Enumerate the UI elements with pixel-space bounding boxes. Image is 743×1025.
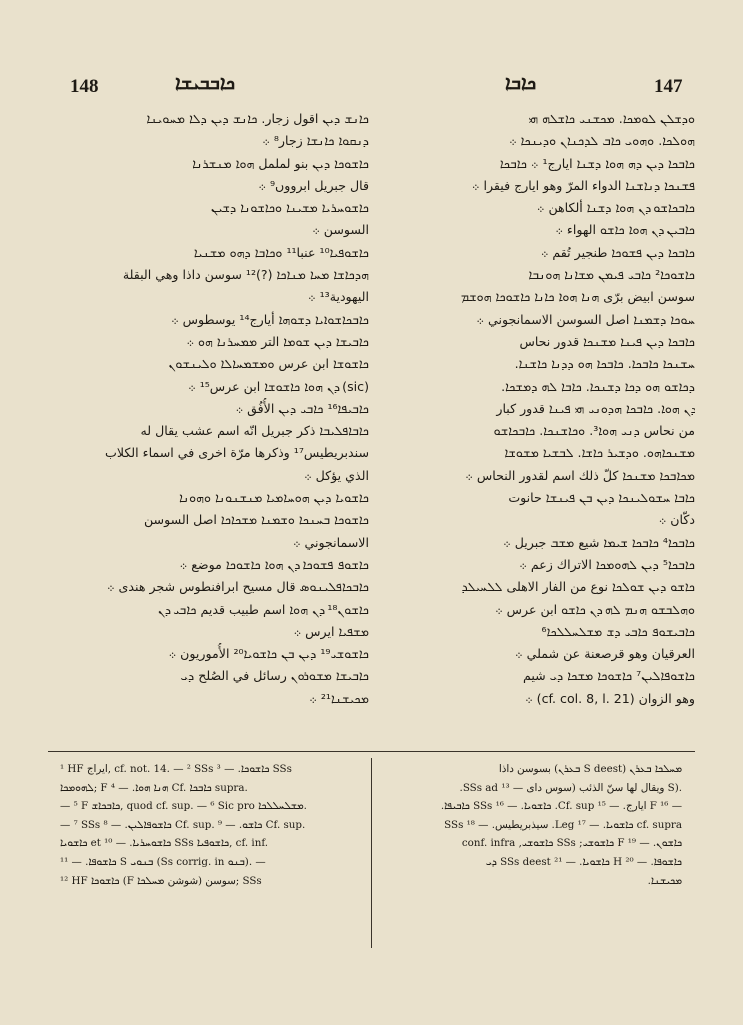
footnote-line: ܡܟܝܫܢܐ.	[647, 874, 682, 887]
footnote-column-divider	[371, 758, 372, 948]
text-line: الاسمانجوني ܀	[292, 534, 369, 550]
text-line: اليهودية¹³ ܀	[308, 289, 369, 305]
text-line: ܟܐܫܘܦܝܐ¹⁰ عنبا¹¹ ܘܟܐܒܐ ܕܗܘ ܡܫܢܝܐ	[193, 244, 369, 260]
right-running-head: ܟܐܒܐ	[505, 72, 537, 94]
text-line: ܕܢ ܗܘܐ. ܟܐܒܟܐ ܗܕܘܢܝ ܗܝ ܦܝܢܐ قدور كبار	[496, 400, 695, 416]
text-line: ܗܕܟܐܫܐ ܡܚܐ ܡܢܐܟܐ (?)¹² سوسن داذا وهي البقلة	[122, 267, 369, 283]
text-line: ܟܐܫܘܢ¹⁸ ܕܢ ܗܘܐ اسم طبيب قديم ܟܐܒܝ ܕܢ	[158, 601, 369, 617]
text-line: ܟܐܫܘܦܐܠܝܢ⁷ ܟܐܫܘܟܐ ܡܫܟܐ ܕܝ شيم	[522, 668, 695, 684]
text-line: ܡܟܐܒܟܐ ܡܫܢܟܐ كلّ ذلك اسم لقدور النحاس ܀	[465, 467, 695, 483]
text-line: ܡܫܦܝܐ ايرس ܀	[293, 623, 369, 639]
text-line: وهو الزوان (cf. col. 8, l. 21) ܀	[525, 690, 695, 706]
text-line: ܟܐܒܝܫܘܦ ܟܐܒܝ ܕܫ ܡܫܠܚܠܠܟܐ⁶	[541, 623, 695, 639]
text-line: ܟܐܫܘܟܐ ܒܚܢܟܐ ܘܫܡܢܐ ܡܫܟܐܟܐ اصل السوسن	[143, 512, 369, 528]
footnote-line: — ¹⁶ F ايارج. — ¹⁵ Cf. sup. ܟܐܫܘܝܐ. — ¹⁶ SSs ܟܐܒܝܦܐ.	[440, 800, 682, 813]
footnote-line: .(S ويقال لها سنّ الذئب (سوس داى — ¹³ SSs ad.	[459, 781, 682, 794]
text-line: ܟܐܫܘܫܝ¹⁹ ܕܝܢ ܒܢ ܟܐܫܘܝܐ²⁰ الأُموريون ܀	[168, 646, 369, 662]
text-line: ܘܗܠܒܫܘ ܗܢܡ ܠܗ ܕܢ ܟܐܫܘ ابن عرس ܀	[495, 601, 695, 617]
text-line: ܦܫܢܟܐ ܕܢܐܫܢܐ الدواء المرّ وهو ايارج فيقرا ܀	[471, 177, 695, 193]
text-line: ܟܐܫܘܦ ܦܫܘܟܐ ܕܢ ܗܘܐ ܟܐܫܘܟܐ موضع ܀	[179, 556, 369, 572]
right-column	[380, 108, 695, 710]
text-line: ܟܐܫܘ ܕܝܢ ܫܘܠܟܐ نوع من الفار الاهلى ܠܠܚܝܠܕ	[461, 579, 695, 595]
text-line: ܡܫܢܟܐܗܘ. ܘܕܫܝܪ ܟܐܫܐ. ܠܒܫܝܐ ܡܫܘܫܐ	[504, 445, 695, 461]
text-line: ܟܐܫܘܟܐ² ܟܐܒܝ ܦܝܡܢ ܡܫܐܢܐ ܗܘܢܒܐ	[528, 267, 695, 283]
right-page-number: 147	[654, 76, 683, 97]
footnote-line: ¹ HF ايراج, cf. not. 14. — ² SSs ܟܐܫܘܟܐ. — ³ SSs	[60, 763, 292, 775]
footnote-line: — ⁵ F ܟܐܒܟܐܫ, quod cf. sup. — ⁶ Sic pro ܡܫܠܚܠܠܟܐ.	[60, 800, 307, 813]
footnote-line: cf. supra ܟܐܫܘܝܐ. — ¹⁷ Leg. سيذبريطيس. — ¹⁸ SSs	[444, 818, 682, 831]
text-line: ܟܐܫܘܝܐ ܕܝܢ ܗܘܚܐܡܝܐ ܡܢܫܢܘܢܐ ܘܗܘܢܐ	[179, 490, 369, 506]
text-line: دكّان ܀	[658, 512, 695, 528]
text-line: ܟܐܒܟܐ ܕܝܢ ܦܝܢܐ ܡܫܢܟܐ قدور نحاس	[519, 333, 695, 349]
text-line: ܟܐܢܫ ܕܝܢ اقول زجار. ܟܐܢܫ ܕܝܢ ܕܠܐ ܡܚܘܝܢܐ	[146, 111, 369, 126]
footnote-line: ܠܗܘܡܟܐ; F ܗܢܐ ܗܘܐ. — ⁴ Cf. ܟܐܒܟܐ supra.	[60, 781, 248, 794]
footnote-line: ܟܐܫܘܦܐ. — ¹¹ S ܒܢܘܝ (Ss corrig. in ܒܢܘ). —	[60, 855, 266, 868]
text-line: ܟܐܒܟܐ⁴ ܟܐܒܟܐ ܫܝܡܐ شيع ܡܫܒ جبريل ܀	[503, 534, 695, 550]
footnote-line: ܟܐܫܘܦܐ. — ²⁰ H ܟܐܫܘܝܐ. — ²¹ SSs deest ܕܝ	[485, 855, 682, 868]
footnote-line: ܟܐܫܘܢ. — ¹⁹ F ܟܐܫܘܫܝ; SSs ܟܐܫܘܫܝ, conf. infra	[461, 837, 682, 850]
text-line: ܟܐܒܐܦܠܝܒܐ ذكر جبريل انّه اسم عشب يقال له	[140, 423, 369, 439]
footnote-line: ܡܚܠܟܐ ܒܥܪܢ (S deest ܒܥܪܢ) بسوسن داذا	[498, 763, 682, 775]
text-line: ܕܢܩܘܐ ܟܐܢܫܐ زجار⁸ ܀	[262, 133, 369, 149]
text-line: ܟܐܒܝܦܐ¹⁶ ܟܐܒܝ ܕܝܢ الأُفُق ܀	[235, 400, 369, 416]
footnote-line: — ⁷ SSs ܟܐܫܘܦܐܠܝܢ. — ⁸ Cf. sup. ܟܐܫܘ. — ⁹ Cf. sup.	[60, 818, 306, 831]
text-line: ܟܐܒܟܐ ܕܝܢ ܕܗ ܗܘܐ ܕܫܢܐ ايارج¹ ܀ ܟܐܒܟܐ	[499, 155, 695, 171]
text-line: ܟܐܒܝܫܐ ܡܫܘܪܘܢ رسائل في الصُلح ܕܝ	[180, 668, 369, 684]
text-line: من نحاس ܕܢܝ ܗܘܐ³. ܘܟܐܫܢܟܐ. ܟܐܒܟܐܫܘ	[493, 423, 695, 439]
text-line: سندبريطيس¹⁷ وذكرها مرّة اخرى في اسماء الكلاب	[104, 445, 369, 461]
text-line: سوسن ابيض برّى ܗܢܐ ܗܘܐ ܟܐܢܐ ܟܐܫܘܟܐ ܗܘܫܡ	[460, 289, 695, 305]
text-line: ܡܟܝܫܢܐ²¹ ܀	[309, 690, 369, 706]
text-line: ܘܕܫܠܢ ܠܘܡܟܐ. ܡܟܫܢܝ ܟܐܫܠܗ ܗܝ	[528, 111, 695, 126]
left-column	[54, 108, 369, 710]
text-line: ܟܐܒܟܐ⁵ ܕܝܢ ܠܗܘܡܟܐ الاتراك زعم ܀	[519, 556, 695, 572]
text-line: ܟܐܒܐ ܚܫܘܠܝܢܟܐ ܕܝܢ ܒܢ ܦܝܢܫܐ حانوت	[508, 490, 695, 506]
text-line: ܟܐܒܝܫܐ ܕܝܢ ܫܘܡܐ التر ܡܡܚܪܢܐ ܗܘ ܀	[186, 333, 369, 349]
footnote-line: ܟܐܫܘܝܐ et ܟܐܫܘܚܪܝܐ. — ¹⁰ SSs ܟܐܫܘܦܝܐ, cf. inf.	[60, 837, 269, 850]
text-line: ܟܐܒܟܐܫܘܐܝܐ ܕܫܘܗܐ أيارج¹⁴ يوسطوس ܀	[171, 311, 369, 327]
text-line: ܕܟܐܫܘ ܗܘ ܕܟܐ ܕܫܢܟܐ. ܟܐܒܐ ܠܗ ܕܡܫܟܐ.	[501, 378, 695, 394]
text-line: ܚܘܟܐ ܕܫܡܢܐ اصل السوسن الاسمانجوني ܀	[476, 311, 695, 327]
text-line: ܟܐܒܟܐ ܕܝܢ ܦܫܘܟܐ طنجير تُقم ܀	[540, 244, 695, 260]
text-line: ܟܐܫܘܚܪܝܐ ܡܫܝܢܐ ܘܟܐܫܘܢܐ ܕܫܝܢ	[211, 200, 369, 216]
footnote-divider	[48, 751, 695, 752]
text-line: السوسن ܀	[312, 222, 369, 238]
text-line: ܟܐܒܝܢ ܕܢ ܗܘܐ ܟܐܫܘ الهواء ܀	[555, 222, 695, 238]
text-line: ܟܐܫܘܟܐ ܕܝܢ بنو لململ ܗܘܐ ܡܢܫܪܢܐ	[192, 155, 369, 171]
footnotes-left	[60, 760, 360, 890]
text-line: ܗܘܠܟܐ. ܘܗܘܝ ܟܐܒ ܠܕܟܢܐܢ ܘܕܝܢܟܐ ܀	[509, 133, 695, 149]
footnote-line: ¹² HF ܟܐܫܘܟܐ (F سوسن (شوشن ܡܚܠܟܐ; SSs	[60, 874, 262, 887]
text-line: ܟܐܒܟܐܦܠܝܢܘܣ قال مسيح ابرافنطوس شجر هندى ܀	[107, 579, 369, 595]
text-line: العرقيان وهو قرصعنة عن شملي ܀	[515, 646, 695, 662]
text-line: ܚܫܢܟܐ ܟܐܒܟܐ. ܟܐܒܟܐ ܗܘ ܕܕܢܐ ܟܐܫܢܐ.	[514, 356, 695, 372]
text-line: ܟܐܒܟܐܫܘ ܕܢ ܗܘܐ ܕܫܢܐ ألكاهن ܀	[536, 200, 695, 216]
text-line: قال جبريل ابرووں⁹ ܀	[258, 177, 369, 193]
footnotes-right	[382, 760, 682, 890]
text-line: (sic) ܕܢ ܗܘܐ ܟܐܫܘܫܐ ابن عرس¹⁵ ܀	[188, 378, 369, 394]
left-running-head: ܟܐܒܒܝܫܐ	[175, 72, 236, 94]
left-page-number: 148	[70, 76, 99, 97]
text-line: الذي يؤكل ܀	[304, 467, 369, 483]
text-line: ܟܐܫܘܫܐ ابن عرس ܘܡܫܡܚܐܠܐ ܘܠܝܢܫܘܢ	[168, 356, 369, 372]
